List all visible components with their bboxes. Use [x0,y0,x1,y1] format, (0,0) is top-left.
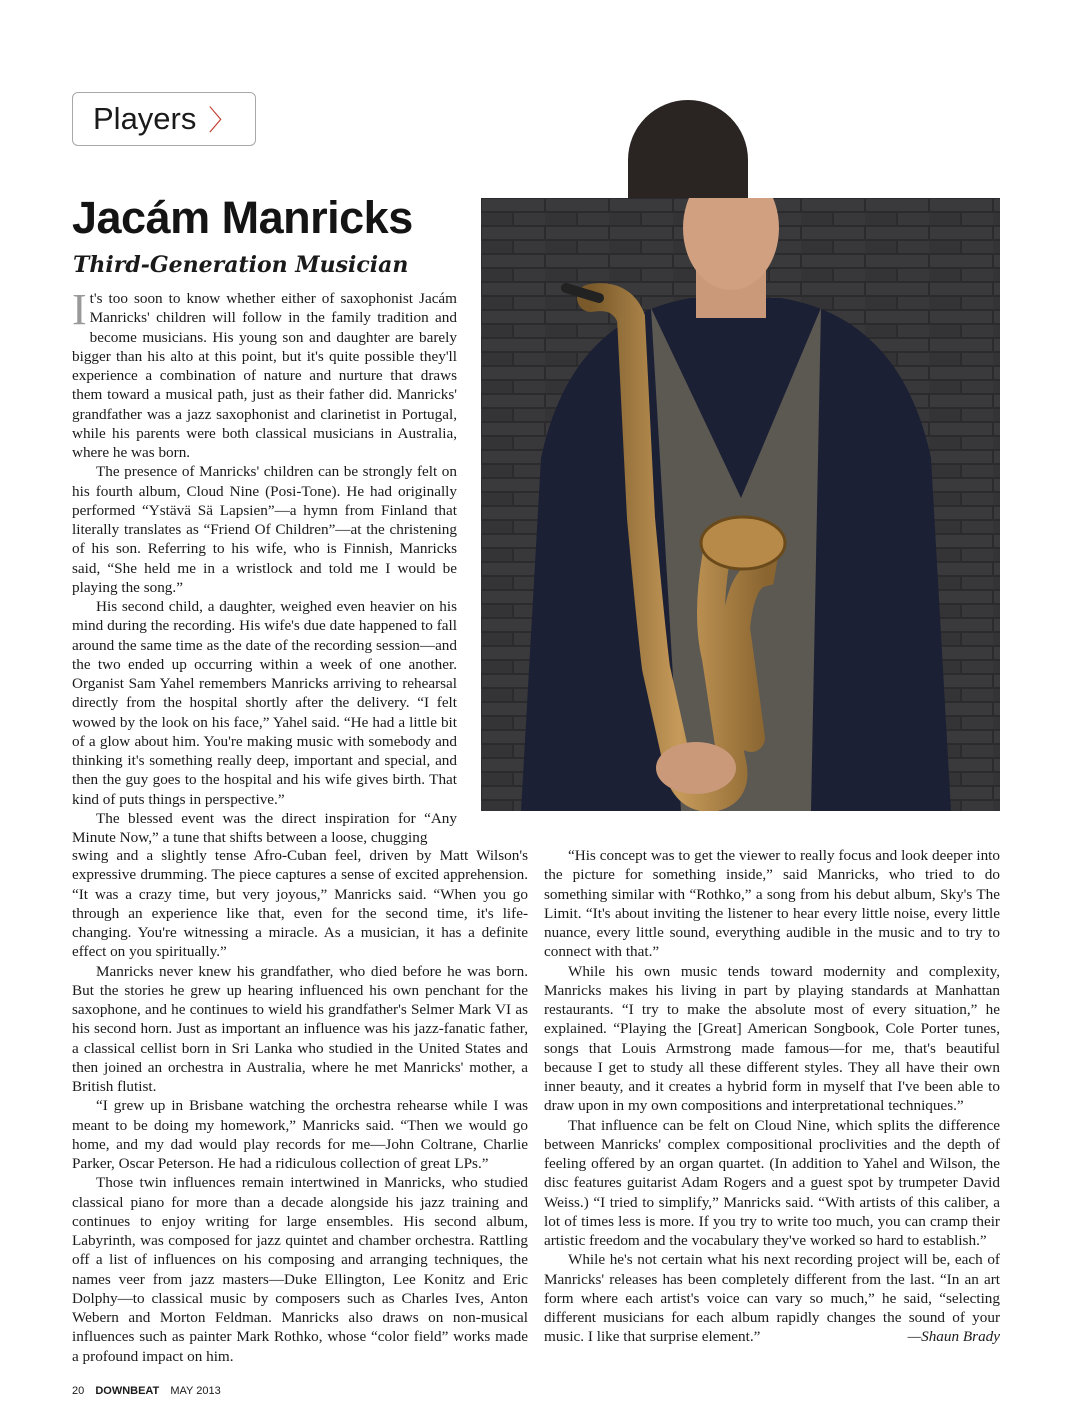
drop-cap: I [72,285,87,334]
paragraph: swing and a slightly tense Afro-Cuban feel, driven by Matt Wilson's expressive drumming. The piece captures a sense of excited apprehension. “It was a crazy time, but very joyous,” Manricks said. “When you go through an experience like that, even for the second time, it's life-changing. You're witnessing a miracle. As a musician, it has a definite effect on you spiritually.” [72,847,528,961]
issue-date: MAY 2013 [170,1385,221,1397]
page-footer [72,1385,221,1397]
paragraph: “I grew up in Brisbane watching the orchestra rehearse while I was meant to be doing my homework,” Manricks said. “Then we would go home, and my dad would play records for me—John Coltrane, Charlie Parker, Oscar Peterson. He had a ridiculous collection of great LPs.” [72,1097,528,1172]
paragraph: “His concept was to get the viewer to really focus and look deeper into the picture for something inside,” said Manricks, who tried to do something similar with “Rothko,” a song from his debut album, Sky's The Limit. “It's about inviting the listener to hear every little noise, every little nuance, every little sound, everything audible in the music and to try to connect with that.” [544,847,1000,961]
chevron-right-icon: 〉 [208,105,237,136]
paragraph: It's too soon to know whether either of saxophonist Jacám Manricks' children will follow in the family tradition and become musicians. His young son and daughter are barely bigger than his alto at this point, but it's quite possible they'll experience a combination of nature and nurture that draws them toward a musical path, just as their father did. Manricks' grandfather was a jazz saxophonist and clarinetist in Portugal, while his parents were both classical musicians in Australia, where he was born. [72,285,457,461]
photo-overhang [628,100,748,210]
paragraph: His second child, a daughter, weighed even heavier on his mind during the recording. His wife's due date happened to fall around the same time as the date of the recording session—and the two ended up occurring within a week of one another. Organist Sam Yahel remembers Manricks arriving to rehearsal directly from the hospital shortly after the delivery. “I felt wowed by the look on his face,” Yahel said. “He had a little bit of a glow about him. You're making music with somebody and thinking it's something really deep, important and special, and then the guy goes to the hospital and his wife gives birth. That kind of puts things in perspective.” [72,598,457,808]
paragraph: The presence of Manricks' children can be strongly felt on his fourth album, Cloud Nine (Posi-Tone). He had originally performed “Ystävä Sä Lapsien”—a hymn from Finland that literally translates as “Friend Of Children”—at the christening of his son. Referring to his wife, who is Finnish, Manricks said, “She held me in a wristlock and told me I would be playing the song.” [72,463,457,596]
paragraph: That influence can be felt on Cloud Nine, which splits the difference between Manricks' complex compositional proclivities and the depth of feeling offered by an organ quartet. (In addition to Yahel and Wilson, the disc features guitarist Adam Rogers and a guest spot by trumpeter David Weiss.) “I tried to simplify,” Manricks said. “With artists of this caliber, a lot of times less is more. If you try to write too much, you can cramp their artistic freedom and the vocabulary they've worked so hard to establish.” [544,1116,1000,1249]
magazine-name: DOWNBEAT [95,1385,160,1397]
page-number: 20 [72,1385,85,1397]
article-column-right [544,846,1000,1347]
article-column-left-top [72,285,457,847]
musician-with-saxophone-photo-icon [481,198,1000,811]
paragraph: Manricks never knew his grandfather, who died before he was born. But the stories he grew up hearing influenced his own penchant for the saxophone, and he continues to wield his grandfather's Selmer Mark VI as his second horn. Just as important an influence was his jazz-fanatic father, a classical cellist born in Sri Lanka who studied in the United States and then joined an orchestra in Australia, where he met Manricks' mother, a British flutist. [72,962,528,1095]
section-tag [72,92,256,146]
paragraph: While he's not certain what his next recording project will be, each of Manricks' releases has been completely different from the last. “In an art form where each artist's voice can vary so much,” he said, “selecting different musicians for each album rapidly changes the sound of your music. I like that surprise element.” —Shaun Brady [544,1251,1000,1346]
paragraph: Those twin influences remain intertwined in Manricks, who studied classical piano for more than a decade alongside his jazz training and continues to enjoy writing for large ensembles. His second album, Labyrinth, was composed for jazz quintet and chamber orchestra. Rattling off a list of influences on his composing and arranging techniques, the names veer from jazz masters—Duke Ellington, Lee Konitz and Eric Dolphy—to classical music by composers such as Charles Ives, Anton Webern and Morton Feldman. Manricks also draws on non-musical influences such as painter Mark Rothko, whose “color field” works made a profound impact on him. [72,1174,528,1365]
paragraph: While his own music tends toward modernity and complexity, Manricks makes his living in part by playing standards at Manhattan restaurants. “I try to make the absolute most of every situation,” he explained. “Playing the [Great] American Songbook, Cole Porter tunes, songs that Louis Armstrong made famous—for me, that's beautiful because I get to study all these different styles. They all have their own inner beauty, and it creates a hybrid form in myself that I've been able to draw upon in my own compositions and interpretational techniques.” [544,962,1000,1115]
byline: —Shaun Brady [907,1328,1000,1346]
musician-photo [481,198,1000,811]
paragraph: The blessed event was the direct inspiration for “Any Minute Now,” a tune that shifts between a loose, chugging [72,809,457,846]
section-tag-label: Players [93,101,197,136]
article-column-left-bottom [72,846,528,1366]
article-title: Jacám Manricks [72,192,413,243]
article-subtitle: Third-Generation Musician [73,252,409,278]
